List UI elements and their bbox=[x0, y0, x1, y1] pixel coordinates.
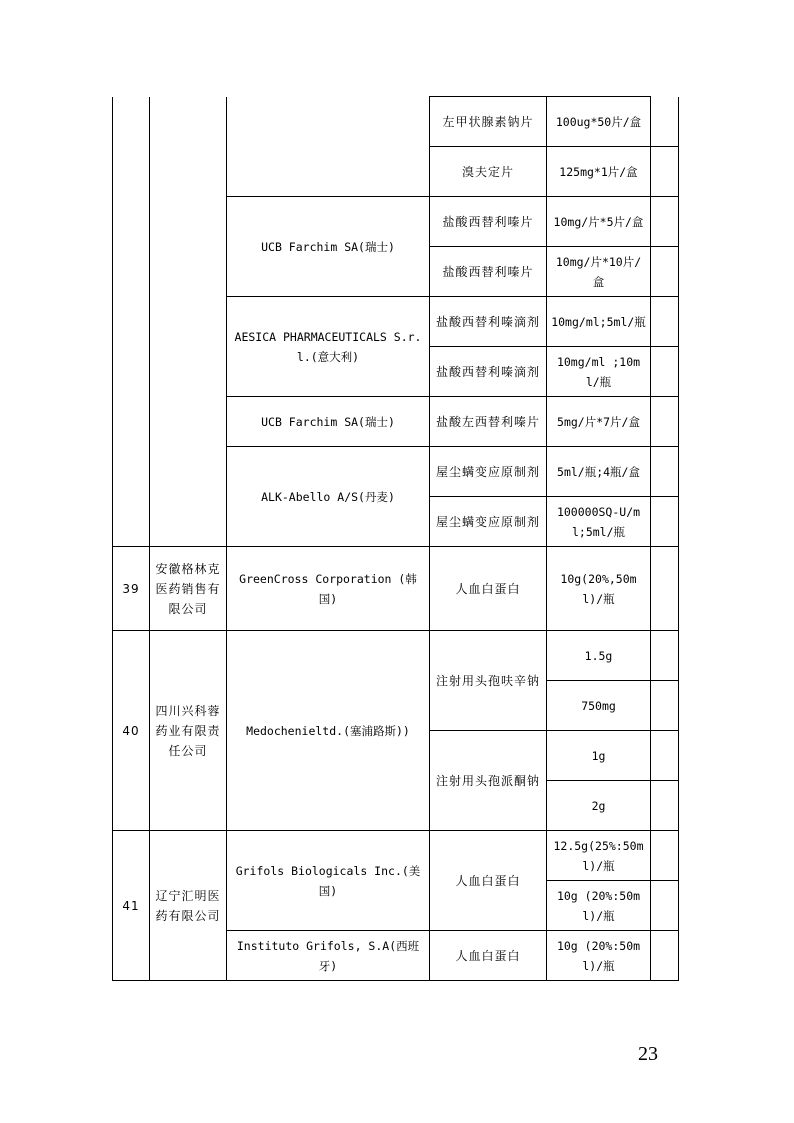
product-cell: 注射用头孢呋辛钠 bbox=[430, 631, 547, 731]
manufacturer-cell: Instituto Grifols, S.A(西班牙) bbox=[227, 931, 430, 981]
no-cell: 41 bbox=[113, 831, 150, 981]
spec-cell: 10g (20%:50ml)/瓶 bbox=[547, 881, 651, 931]
product-cell: 盐酸西替利嗪滴剂 bbox=[430, 347, 547, 397]
product-cell: 左甲状腺素钠片 bbox=[430, 97, 547, 147]
page-number: 23 bbox=[638, 1043, 658, 1065]
product-cell: 盐酸左西替利嗪片 bbox=[430, 397, 547, 447]
remark-cell bbox=[651, 447, 679, 497]
no-cell: 39 bbox=[113, 547, 150, 631]
remark-cell bbox=[651, 681, 679, 731]
company-cell: 安徽格林克医药销售有限公司 bbox=[150, 547, 227, 631]
spec-cell: 10g (20%:50ml)/瓶 bbox=[547, 931, 651, 981]
no-cell: 40 bbox=[113, 631, 150, 831]
table-row bbox=[113, 631, 679, 681]
no-cell bbox=[113, 97, 150, 547]
product-cell: 人血白蛋白 bbox=[430, 831, 547, 931]
remark-cell bbox=[651, 547, 679, 631]
spec-cell: 5mg/片*7片/盒 bbox=[547, 397, 651, 447]
manufacturer-cell: UCB Farchim SA(瑞士) bbox=[227, 197, 430, 297]
spec-cell: 10g(20%,50ml)/瓶 bbox=[547, 547, 651, 631]
product-cell: 人血白蛋白 bbox=[430, 547, 547, 631]
manufacturer-cell: ALK-Abello A/S(丹麦) bbox=[227, 447, 430, 547]
spec-cell: 10mg/片*5片/盒 bbox=[547, 197, 651, 247]
table-row bbox=[113, 831, 679, 881]
spec-cell: 5ml/瓶;4瓶/盒 bbox=[547, 447, 651, 497]
spec-cell: 12.5g(25%:50ml)/瓶 bbox=[547, 831, 651, 881]
product-cell: 人血白蛋白 bbox=[430, 931, 547, 981]
manufacturer-cell: Medochenieltd.(塞浦路斯)) bbox=[227, 631, 430, 831]
remark-cell bbox=[651, 631, 679, 681]
manufacturer-cell bbox=[227, 97, 430, 197]
product-cell: 盐酸西替利嗪片 bbox=[430, 247, 547, 297]
company-cell bbox=[150, 97, 227, 547]
product-cell: 注射用头孢派酮钠 bbox=[430, 731, 547, 831]
product-cell: 溴夫定片 bbox=[430, 147, 547, 197]
manufacturer-cell: AESICA PHARMACEUTICALS S.r.l.(意大利) bbox=[227, 297, 430, 397]
spec-cell: 100000SQ-U/ml;5ml/瓶 bbox=[547, 497, 651, 547]
spec-cell: 10mg/ml;5ml/瓶 bbox=[547, 297, 651, 347]
spec-cell: 10mg/ml ;10ml/瓶 bbox=[547, 347, 651, 397]
manufacturer-cell: Grifols Biologicals Inc.(美国) bbox=[227, 831, 430, 931]
company-cell: 四川兴科蓉药业有限责任公司 bbox=[150, 631, 227, 831]
remark-cell bbox=[651, 147, 679, 197]
company-cell: 辽宁汇明医药有限公司 bbox=[150, 831, 227, 981]
table-row bbox=[113, 97, 679, 147]
product-cell: 盐酸西替利嗪片 bbox=[430, 197, 547, 247]
product-cell: 屋尘螨变应原制剂 bbox=[430, 497, 547, 547]
spec-cell: 1.5g bbox=[547, 631, 651, 681]
product-cell: 屋尘螨变应原制剂 bbox=[430, 447, 547, 497]
remark-cell bbox=[651, 347, 679, 397]
manufacturer-cell: UCB Farchim SA(瑞士) bbox=[227, 397, 430, 447]
remark-cell bbox=[651, 197, 679, 247]
table-row bbox=[113, 547, 679, 631]
remark-cell bbox=[651, 931, 679, 981]
spec-cell: 1g bbox=[547, 731, 651, 781]
remark-cell bbox=[651, 247, 679, 297]
remark-cell bbox=[651, 831, 679, 881]
remark-cell bbox=[651, 397, 679, 447]
remark-cell bbox=[651, 881, 679, 931]
remark-cell bbox=[651, 97, 679, 147]
spec-cell: 2g bbox=[547, 781, 651, 831]
remark-cell bbox=[651, 497, 679, 547]
spec-cell: 100ug*50片/盒 bbox=[547, 97, 651, 147]
spec-cell: 10mg/片*10片/盒 bbox=[547, 247, 651, 297]
remark-cell bbox=[651, 297, 679, 347]
remark-cell bbox=[651, 781, 679, 831]
product-cell: 盐酸西替利嗪滴剂 bbox=[430, 297, 547, 347]
remark-cell bbox=[651, 731, 679, 781]
spec-cell: 125mg*1片/盒 bbox=[547, 147, 651, 197]
spec-cell: 750mg bbox=[547, 681, 651, 731]
manufacturer-cell: GreenCross Corporation (韩国) bbox=[227, 547, 430, 631]
drug-registry-table bbox=[112, 96, 679, 981]
